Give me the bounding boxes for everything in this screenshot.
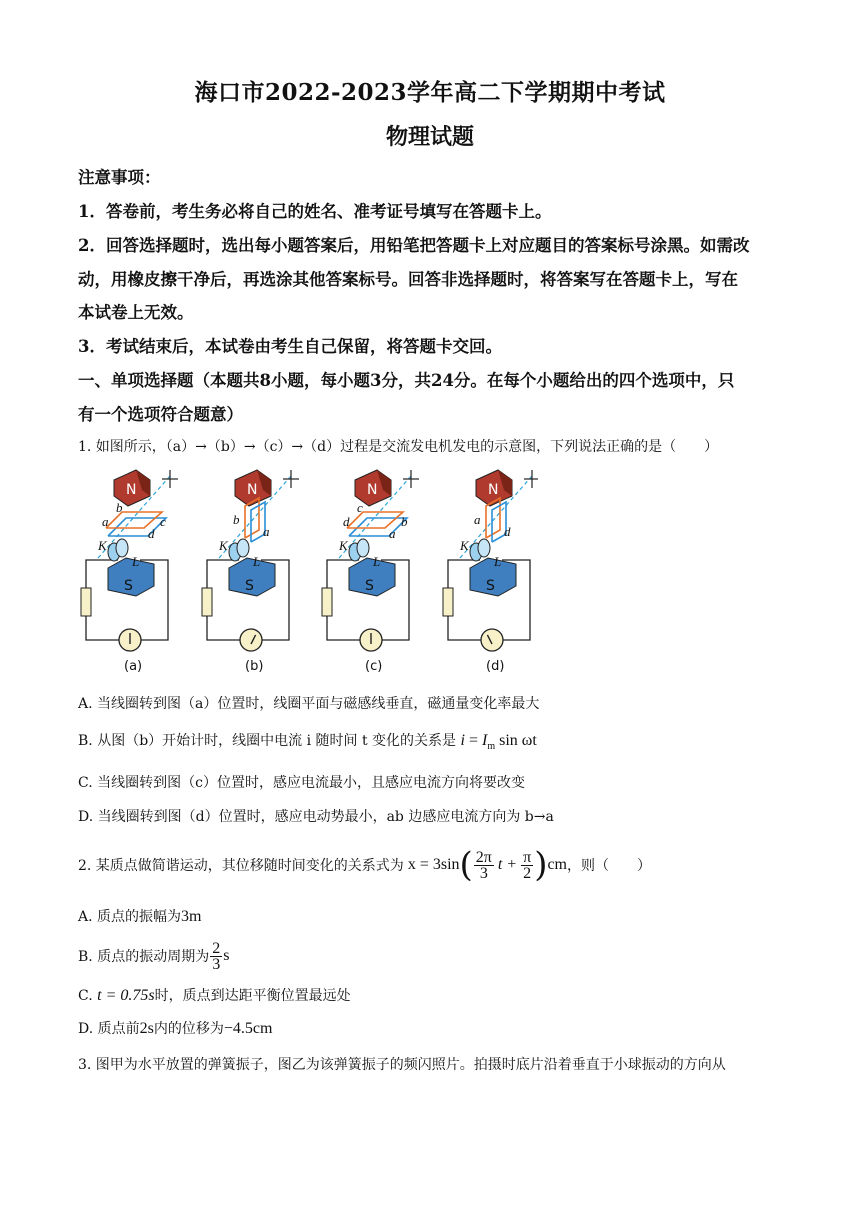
panel-c xyxy=(322,470,419,674)
coil-corner-label: a xyxy=(474,512,481,527)
generator-figure xyxy=(78,466,538,678)
label-l: L xyxy=(132,554,140,569)
question-1-stem: 1. 如图所示，（a）→（b）→（c）→（d）过程是交流发电机发电的示意图，下列说法正确的是（ ） xyxy=(78,439,719,455)
label-l: L xyxy=(494,554,502,569)
coil-corner-label: c xyxy=(357,500,363,515)
coil-corner-label: d xyxy=(148,526,155,541)
notice-item-2-line-1: 2．回答选择题时，选出每小题答案后，用铅笔把答题卡上对应题目的答案标号涂黑。如需改 xyxy=(78,236,750,255)
question-3-stem: 3. 图甲为水平放置的弹簧振子，图乙为该弹簧振子的频闪照片。拍摄时底片沿着垂直于小球振动的方向从 xyxy=(78,1057,726,1073)
question-2-option-b: B. 质点的振动周期为 $\frac{2}{3}$ s xyxy=(78,939,230,973)
resistor xyxy=(81,588,91,616)
ammeter xyxy=(240,629,262,651)
question-2-option-c: C. t = 0.75s时，质点到达距平衡位置最远处 xyxy=(78,987,351,1004)
coil-blue xyxy=(108,518,166,536)
question-2-stem: 2. 某质点做简谐运动，其位移随时间变化的关系式为 x = 3sin ( $\frac{2\pi}{3}$ t + $\frac{\pi}{2}$ ) cm ，则（ ） xyxy=(78,845,651,885)
slip-ring xyxy=(237,539,249,557)
label-north: N xyxy=(247,482,258,498)
question-1-option-b xyxy=(78,730,788,752)
notice-item-2-line-2: 动，用橡皮擦干净后，再选涂其他答案标号。回答非选择题时，将答案写在答题卡上，写在 xyxy=(78,270,738,289)
resistor xyxy=(443,588,453,616)
label-north: N xyxy=(367,482,378,498)
coil-corner-label: b xyxy=(233,512,240,527)
label-south: S xyxy=(245,578,254,594)
question-2-option-d: D. 质点前2s内的位移为−4.5cm xyxy=(78,1020,273,1037)
coil-blue xyxy=(349,518,407,536)
figure-caption: (a) xyxy=(124,659,143,674)
resistor xyxy=(322,588,332,616)
label-k: K xyxy=(339,538,348,553)
notice-item-1: 1．答卷前，考生务必将自己的姓名、准考证号填写在答题卡上。 xyxy=(78,202,552,221)
label-north: N xyxy=(126,482,137,498)
notice-heading: 注意事项： xyxy=(78,168,161,187)
panel-d xyxy=(443,470,538,674)
exam-subtitle: 物理试题 xyxy=(385,124,474,150)
coil-corner-label: b xyxy=(116,500,123,515)
label-k: K xyxy=(98,538,107,553)
coil-corner-label: c xyxy=(160,514,166,529)
label-l: L xyxy=(373,554,381,569)
coil-corner-label: a xyxy=(102,514,109,529)
coil-corner-label: b xyxy=(401,514,408,529)
figure-caption: (c) xyxy=(365,659,383,674)
notice-item-3: 3．考试结束后，本试卷由考生自己保留，将答题卡交回。 xyxy=(78,337,502,356)
label-k: K xyxy=(460,538,469,553)
option-b-formula: $i = I_m$ sin ωt xyxy=(460,732,537,753)
panel-a xyxy=(81,470,178,674)
figure-caption: (b) xyxy=(245,659,264,674)
notice-item-2-line-3: 本试卷上无效。 xyxy=(78,303,194,322)
question-2-option-a: A. 质点的振幅为3m xyxy=(78,908,202,925)
label-l: L xyxy=(253,554,261,569)
section-1-heading-line-1: 一、单项选择题（本题共8小题，每小题3分，共24分。在每个小题给出的四个选项中，只 xyxy=(78,371,735,390)
label-south: S xyxy=(365,578,374,594)
coil-corner-label: a xyxy=(263,524,270,539)
label-south: S xyxy=(124,578,133,594)
label-south: S xyxy=(486,578,495,594)
question-1-option-a: A. 当线圈转到图（a）位置时，线圈平面与磁感线垂直，磁通量变化率最大 xyxy=(78,696,540,712)
slip-ring xyxy=(357,539,369,557)
coil-corner-label: d xyxy=(504,524,511,539)
coil-corner-label: a xyxy=(389,526,396,541)
option-b-text: B. 从图（b）开始计时，线圈中电流 i 随时间 t 变化的关系是 xyxy=(78,733,457,749)
question-1-option-d: D. 当线圈转到图（d）位置时，感应电动势最小，ab 边感应电流方向为 b→a xyxy=(78,809,554,825)
ammeter xyxy=(481,629,503,651)
slip-ring xyxy=(478,539,490,557)
resistor xyxy=(202,588,212,616)
exam-title: 海口市2022-2023学年高二下学期期中考试 xyxy=(194,79,666,106)
label-north: N xyxy=(488,482,499,498)
coil-corner-label: d xyxy=(343,514,350,529)
slip-ring xyxy=(116,539,128,557)
panel-b xyxy=(202,470,299,674)
question-1-option-c: C. 当线圈转到图（c）位置时，感应电流最小，且感应电流方向将要改变 xyxy=(78,775,525,791)
figure-caption: (d) xyxy=(486,659,505,674)
section-1-heading-line-2: 有一个选项符合题意） xyxy=(78,405,243,424)
label-k: K xyxy=(219,538,228,553)
